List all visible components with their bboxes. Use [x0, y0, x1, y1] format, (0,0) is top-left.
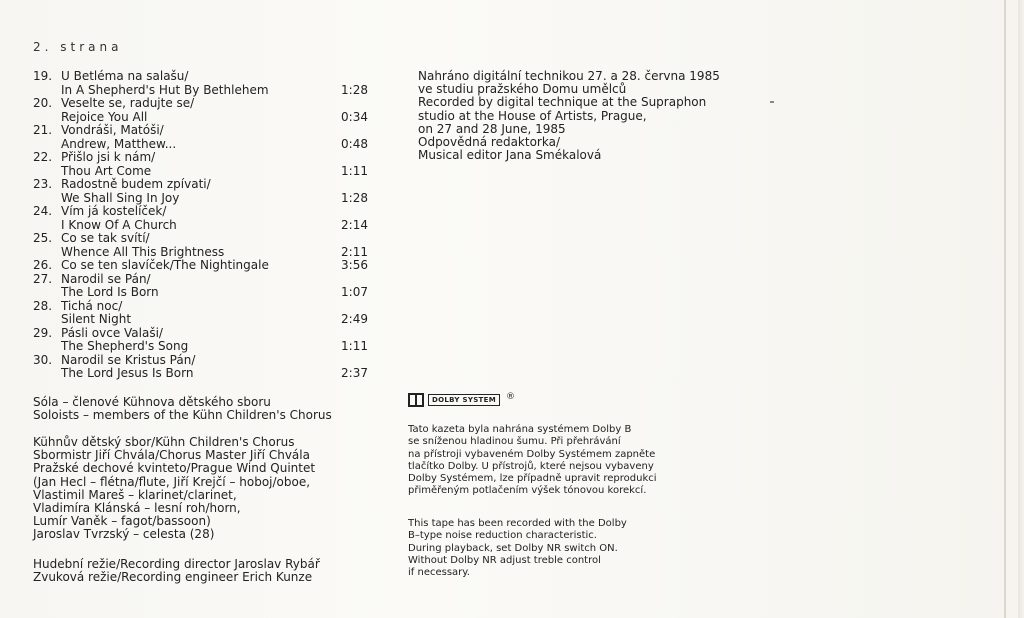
recording-line: Odpovědná redaktorka/ [418, 135, 560, 150]
track-title: Narodil se Kristus Pán/ [61, 352, 196, 367]
track-number: 25. [33, 231, 53, 245]
track-title: Přišlo jsi k nám/ [61, 150, 156, 164]
track-title: Veselte se, radujte se/ [61, 96, 195, 110]
performer-line: Sbormistr Jiří Chvála/Chorus Master Jiří Chvála [33, 448, 310, 463]
performers-block [33, 436, 315, 542]
track-item [33, 124, 373, 151]
direction-block [33, 558, 320, 584]
track-item [33, 327, 373, 354]
dolby-label: DOLBY SYSTEM [428, 394, 500, 406]
track-title: I Know Of A Church [61, 217, 177, 232]
track-duration: 2:11 [341, 244, 368, 259]
performer-line: Lumír Vaněk – fagot/bassoon) [33, 514, 211, 529]
soloists-block [33, 396, 332, 422]
card-edge [1018, 0, 1024, 618]
performer-line: (Jan Hecl – flétna/flute, Jiří Krejčí – hoboj/oboe, [33, 474, 311, 489]
recording-line: on 27 and 28 June, 1985 [418, 121, 566, 136]
track-item [33, 273, 373, 300]
soloists-cz: Sóla – členové Kühnova dětského sboru [33, 395, 271, 409]
recording-line: studio at the House of Artists, Prague, [418, 108, 647, 123]
track-item [33, 178, 373, 205]
track-item [33, 151, 373, 178]
track-number: 24. [33, 204, 53, 218]
track-item [33, 300, 373, 327]
dolby-note-en [408, 518, 627, 579]
track-number: 19. [33, 69, 53, 83]
track-number: 20. [33, 96, 53, 110]
track-duration: 2:49 [341, 312, 368, 326]
recording-line: Recorded by digital technique at the Supraphon [418, 95, 707, 110]
track-title: Whence All This Brightness [61, 244, 225, 259]
track-title: Tichá noc/ [61, 298, 123, 313]
fold-line [1004, 0, 1006, 618]
track-duration: 1:28 [341, 82, 368, 97]
note-line: This tape has been recorded with the Dolby [408, 518, 627, 529]
track-title: Vondráši, Matóši/ [61, 123, 164, 137]
track-duration: 2:14 [341, 217, 368, 232]
track-title: We Shall Sing In Joy [61, 190, 180, 205]
track-number: 27. [33, 271, 53, 286]
track-title: Rejoice You All [61, 109, 148, 124]
track-number: 21. [33, 123, 53, 137]
track-title: Narodil se Pán/ [61, 271, 151, 286]
recording-line: Nahráno digitální technikou 27. a 28. června 1985 [418, 69, 720, 83]
track-title: The Lord Is Born [61, 285, 159, 299]
note-line: During playback, set Dolby NR switch ON. [408, 542, 618, 554]
track-title: In A Shepherd's Hut By Bethlehem [61, 82, 269, 97]
track-number: 29. [33, 325, 53, 340]
track-number: 23. [33, 177, 53, 191]
track-duration: 0:48 [341, 136, 368, 151]
track-duration: 1:11 [341, 163, 368, 178]
note-line: if necessary. [408, 567, 470, 579]
recording-info [418, 70, 720, 162]
side-label: 2. strana [33, 40, 123, 54]
track-title: Co se tak svítí/ [61, 231, 150, 245]
track-item [33, 354, 373, 381]
track-item [33, 232, 373, 259]
track-list [33, 70, 373, 381]
track-title: Co se ten slavíček/The Nightingale [61, 258, 269, 272]
recording-line: ve studiu pražského Domu umělců [418, 82, 627, 97]
track-title: The Lord Jesus Is Born [61, 366, 194, 380]
track-item [33, 205, 373, 232]
recording-line: Musical editor Jana Smékalová [418, 148, 602, 163]
performer-line: Kühnův dětský sbor/Kühn Children's Chorus [33, 435, 295, 449]
note-line: Without Dolby NR adjust treble control [408, 554, 601, 566]
track-duration: 3:56 [341, 258, 368, 272]
performer-line: Vladimíra Klánská – lesní roh/horn, [33, 501, 241, 516]
track-number: 28. [33, 298, 53, 313]
track-item [33, 259, 373, 273]
recording-engineer: Zvuková režie/Recording engineer Erich Kunze [33, 570, 313, 585]
note-line: B–type noise reduction characteristic. [408, 530, 597, 542]
note-line: se sníženou hladinou šumu. Při přehrávání [408, 436, 621, 448]
track-duration: 1:07 [341, 285, 368, 299]
track-item [33, 70, 373, 97]
performer-line: Pražské dechové kvinteto/Prague Wind Quintet [33, 461, 316, 476]
track-title: Silent Night [61, 312, 132, 326]
track-title: Radostně budem zpívati/ [61, 177, 211, 191]
performer-line: Vlastimil Mareš – klarinet/clarinet, [33, 487, 237, 502]
speck-mark [770, 101, 774, 103]
dolby-logo [408, 393, 515, 407]
track-duration: 1:11 [341, 339, 368, 353]
note-line: tlačítko Dolby. U přístrojů, které nejsou vybaveny [408, 460, 654, 472]
dolby-double-d-icon [408, 393, 424, 407]
track-number: 30. [33, 352, 53, 367]
track-title: Andrew, Matthew... [61, 136, 177, 151]
track-title: Thou Art Come [61, 163, 152, 178]
note-line: na přístroji vybaveném Dolby Systémem zapněte [408, 448, 656, 460]
track-number: 26. [33, 258, 53, 272]
note-line: Tato kazeta byla nahrána systémem Dolby B [408, 424, 632, 435]
track-title: U Betléma na salašu/ [61, 69, 189, 83]
track-item [33, 97, 373, 124]
recording-director: Hudební režie/Recording director Jaroslav Rybář [33, 557, 320, 571]
track-title: The Shepherd's Song [61, 339, 189, 353]
track-duration: 2:37 [341, 366, 368, 380]
soloists-en: Soloists – members of the Kühn Children's Chorus [33, 408, 332, 423]
track-number: 22. [33, 150, 53, 164]
track-duration: 0:34 [341, 109, 368, 124]
performer-line: Jaroslav Tvrzský – celesta (28) [33, 527, 215, 542]
track-title: Pásli ovce Valaši/ [61, 325, 163, 340]
registered-mark: ® [505, 392, 515, 402]
note-line: Dolby Systémem, lze případně upravit reprodukci [408, 473, 657, 485]
note-line: přiměřeným potlačením výšek tónovou korekcí. [408, 485, 647, 497]
track-title: Vím já kostelíček/ [61, 204, 167, 218]
track-duration: 1:28 [341, 190, 368, 205]
dolby-note-cz [408, 424, 657, 498]
